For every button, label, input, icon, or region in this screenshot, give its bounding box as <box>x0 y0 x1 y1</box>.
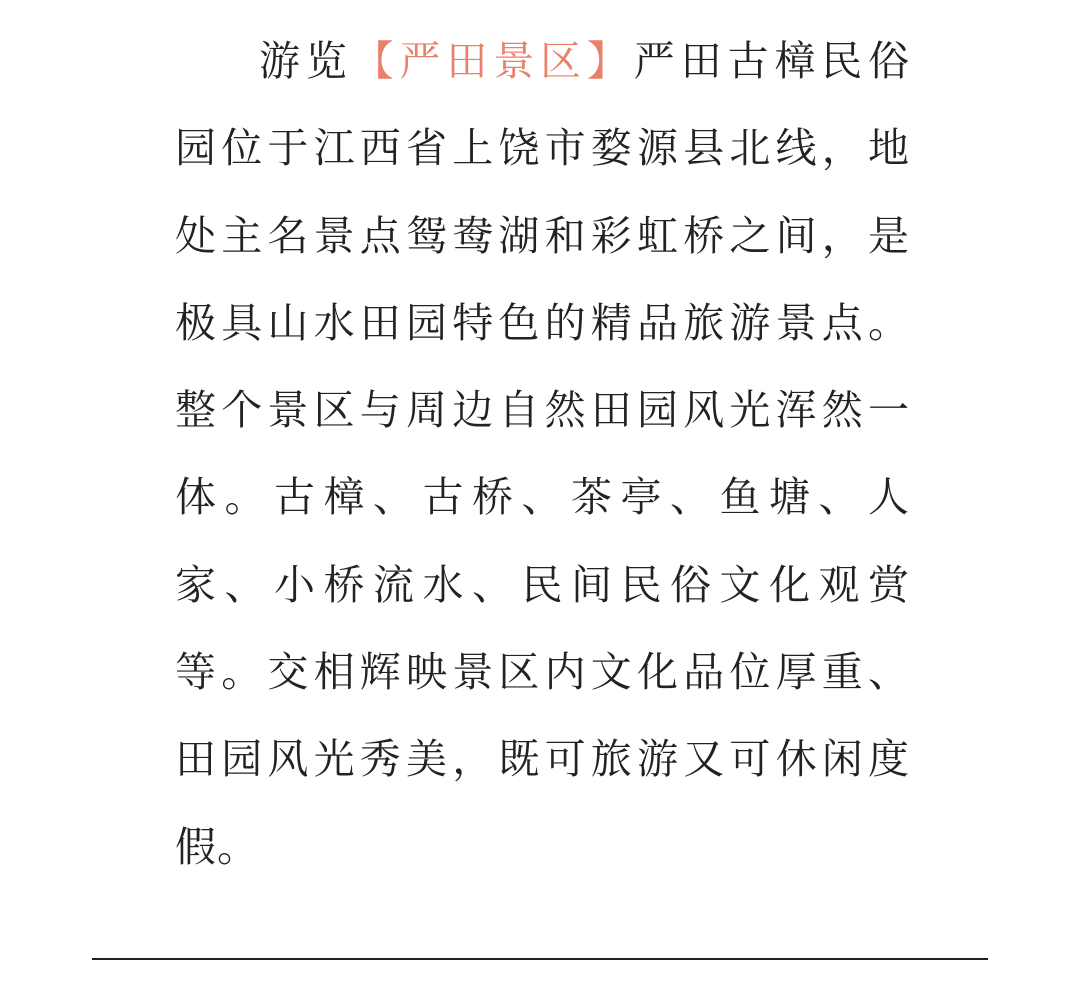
scenic-area-name-highlight: 【严田景区】 <box>352 37 634 85</box>
intro-suffix: 严田古樟民俗 <box>633 37 911 85</box>
paragraph-line-3: 处主名景点鸳鸯湖和彩虹桥之间，是 <box>175 211 910 260</box>
paragraph-line-2: 园位于江西省上饶市婺源县北线，地 <box>175 124 910 173</box>
paragraph-line-7: 家、小桥流水、民间民俗文化观赏 <box>175 560 910 609</box>
paragraph-line-9: 田园风光秀美，既可旅游又可休闲度 <box>175 735 910 784</box>
paragraph-line-8: 等。交相辉映景区内文化品位厚重、 <box>175 648 910 697</box>
paragraph-line-1 <box>175 18 910 105</box>
paragraph-line-4: 极具山水田园特色的精品旅游景点。 <box>175 298 910 347</box>
paragraph-line-6: 体。古樟、古桥、茶亭、鱼塘、人 <box>175 473 910 522</box>
intro-prefix: 游览 <box>259 37 353 85</box>
paragraph-line-10: 假。 <box>175 822 259 871</box>
article-paragraph <box>175 18 910 891</box>
paragraph-line-5: 整个景区与周边自然田园风光浑然一 <box>175 386 910 435</box>
section-divider <box>92 958 988 960</box>
